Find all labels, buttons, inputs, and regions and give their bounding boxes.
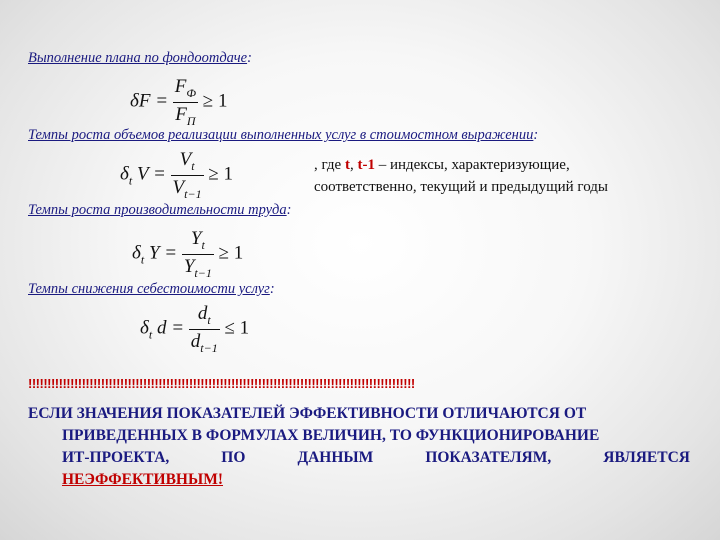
heading-colon: : xyxy=(247,50,252,66)
formula-delta-sub: t xyxy=(148,327,153,342)
formula-delta-sub: t xyxy=(140,252,145,267)
fraction-bar xyxy=(171,175,204,176)
heading-sales-growth xyxy=(28,127,538,144)
formula-fraction xyxy=(173,76,198,129)
formula-denominator: $Y_{t-1}$ xyxy=(183,255,212,280)
formula-delta: δ xyxy=(132,242,141,264)
index-note xyxy=(314,154,608,198)
formula-numerator: $F_Ф$ xyxy=(174,76,197,100)
index-note-line2: соответственно, текущий и предыдущий годы xyxy=(314,179,608,195)
formula-rhs: ≤ 1 xyxy=(224,317,250,339)
heading-colon: : xyxy=(269,281,275,297)
warning-line1: ЕСЛИ ЗНАЧЕНИЯ ПОКАЗАТЕЛЕЙ ЭФФЕКТИВНОСТИ ОТЛИЧАЮТСЯ ОТ xyxy=(28,405,587,422)
warning-word: ПОКАЗАТЕЛЯМ, xyxy=(425,449,552,466)
warning-word: ИТ-ПРОЕКТА, xyxy=(62,449,170,466)
warning-conclusion: НЕЭФФЕКТИВНЫМ! xyxy=(62,471,223,488)
heading-labor-productivity xyxy=(28,202,291,219)
formula-cost-reduction xyxy=(140,303,249,356)
formula-numerator: $d_t$ xyxy=(197,303,211,327)
formula-delta: δ xyxy=(140,317,149,339)
formula-sales-growth xyxy=(120,149,233,202)
warning-word: ЯВЛЯЕТСЯ xyxy=(603,449,690,466)
heading-colon: : xyxy=(533,127,539,143)
formula-delta-sub: t xyxy=(128,173,133,188)
formula-fund-return xyxy=(130,76,227,129)
formula-rhs: ≥ 1 xyxy=(202,90,228,112)
fraction-bar xyxy=(173,102,198,103)
fraction-bar xyxy=(189,329,220,330)
formula-numerator: $V_t$ xyxy=(179,149,195,173)
warning-line2: ПРИВЕДЕННЫХ В ФОРМУЛАХ ВЕЛИЧИН, ТО ФУНКЦИОНИРОВАНИЕ xyxy=(62,427,600,444)
formula-lhs-var: V = xyxy=(136,163,166,185)
heading-colon: : xyxy=(286,202,292,218)
index-note-line1: , где t, t-1 – индексы, характеризующие, xyxy=(314,157,570,173)
warning-paragraph xyxy=(28,403,690,491)
formula-fraction xyxy=(171,149,204,202)
heading-fund-return xyxy=(28,50,252,67)
heading-cost-reduction-text: Темпы снижения себестоимости услуг xyxy=(28,281,270,297)
formula-labor-productivity xyxy=(132,228,243,281)
heading-labor-productivity-text: Темпы роста производительности труда xyxy=(28,202,287,218)
formula-denominator: $d_{t-1}$ xyxy=(190,330,218,355)
formula-delta: δ xyxy=(120,163,129,185)
warning-word: ДАННЫМ xyxy=(297,449,374,466)
formula-numerator: $Y_t$ xyxy=(190,228,205,252)
fraction-bar xyxy=(182,254,214,255)
formula-denominator: $F_П$ xyxy=(175,103,196,128)
exclamation-line: !!!!!!!!!!!!!!!!!!!!!!!!!!!!!!!!!!!!!!!!!!!!!!!!!!!!!!!!!!!!!!!!!!!!!!!!!!!!!!!!!!!!!!!!!!!!!!!!!!!!! xyxy=(28,376,415,391)
formula-lhs-var: Y = xyxy=(148,242,178,264)
warning-line3 xyxy=(28,447,690,469)
warning-word: ПО xyxy=(221,449,246,466)
formula-rhs: ≥ 1 xyxy=(218,242,244,264)
formula-lhs: δF = xyxy=(130,90,169,112)
formula-lhs-var: d = xyxy=(156,317,185,339)
formula-rhs: ≥ 1 xyxy=(208,163,234,185)
heading-sales-growth-text: Темпы роста объемов реализации выполненных услуг в стоимостном выражении xyxy=(28,127,534,143)
heading-cost-reduction xyxy=(28,281,275,298)
formula-fraction xyxy=(182,228,214,281)
warning-line4 xyxy=(28,469,690,491)
formula-fraction xyxy=(189,303,220,356)
formula-denominator: $V_{t-1}$ xyxy=(172,176,202,201)
heading-fund-return-text: Выполнение плана по фондоотдаче xyxy=(28,50,248,66)
